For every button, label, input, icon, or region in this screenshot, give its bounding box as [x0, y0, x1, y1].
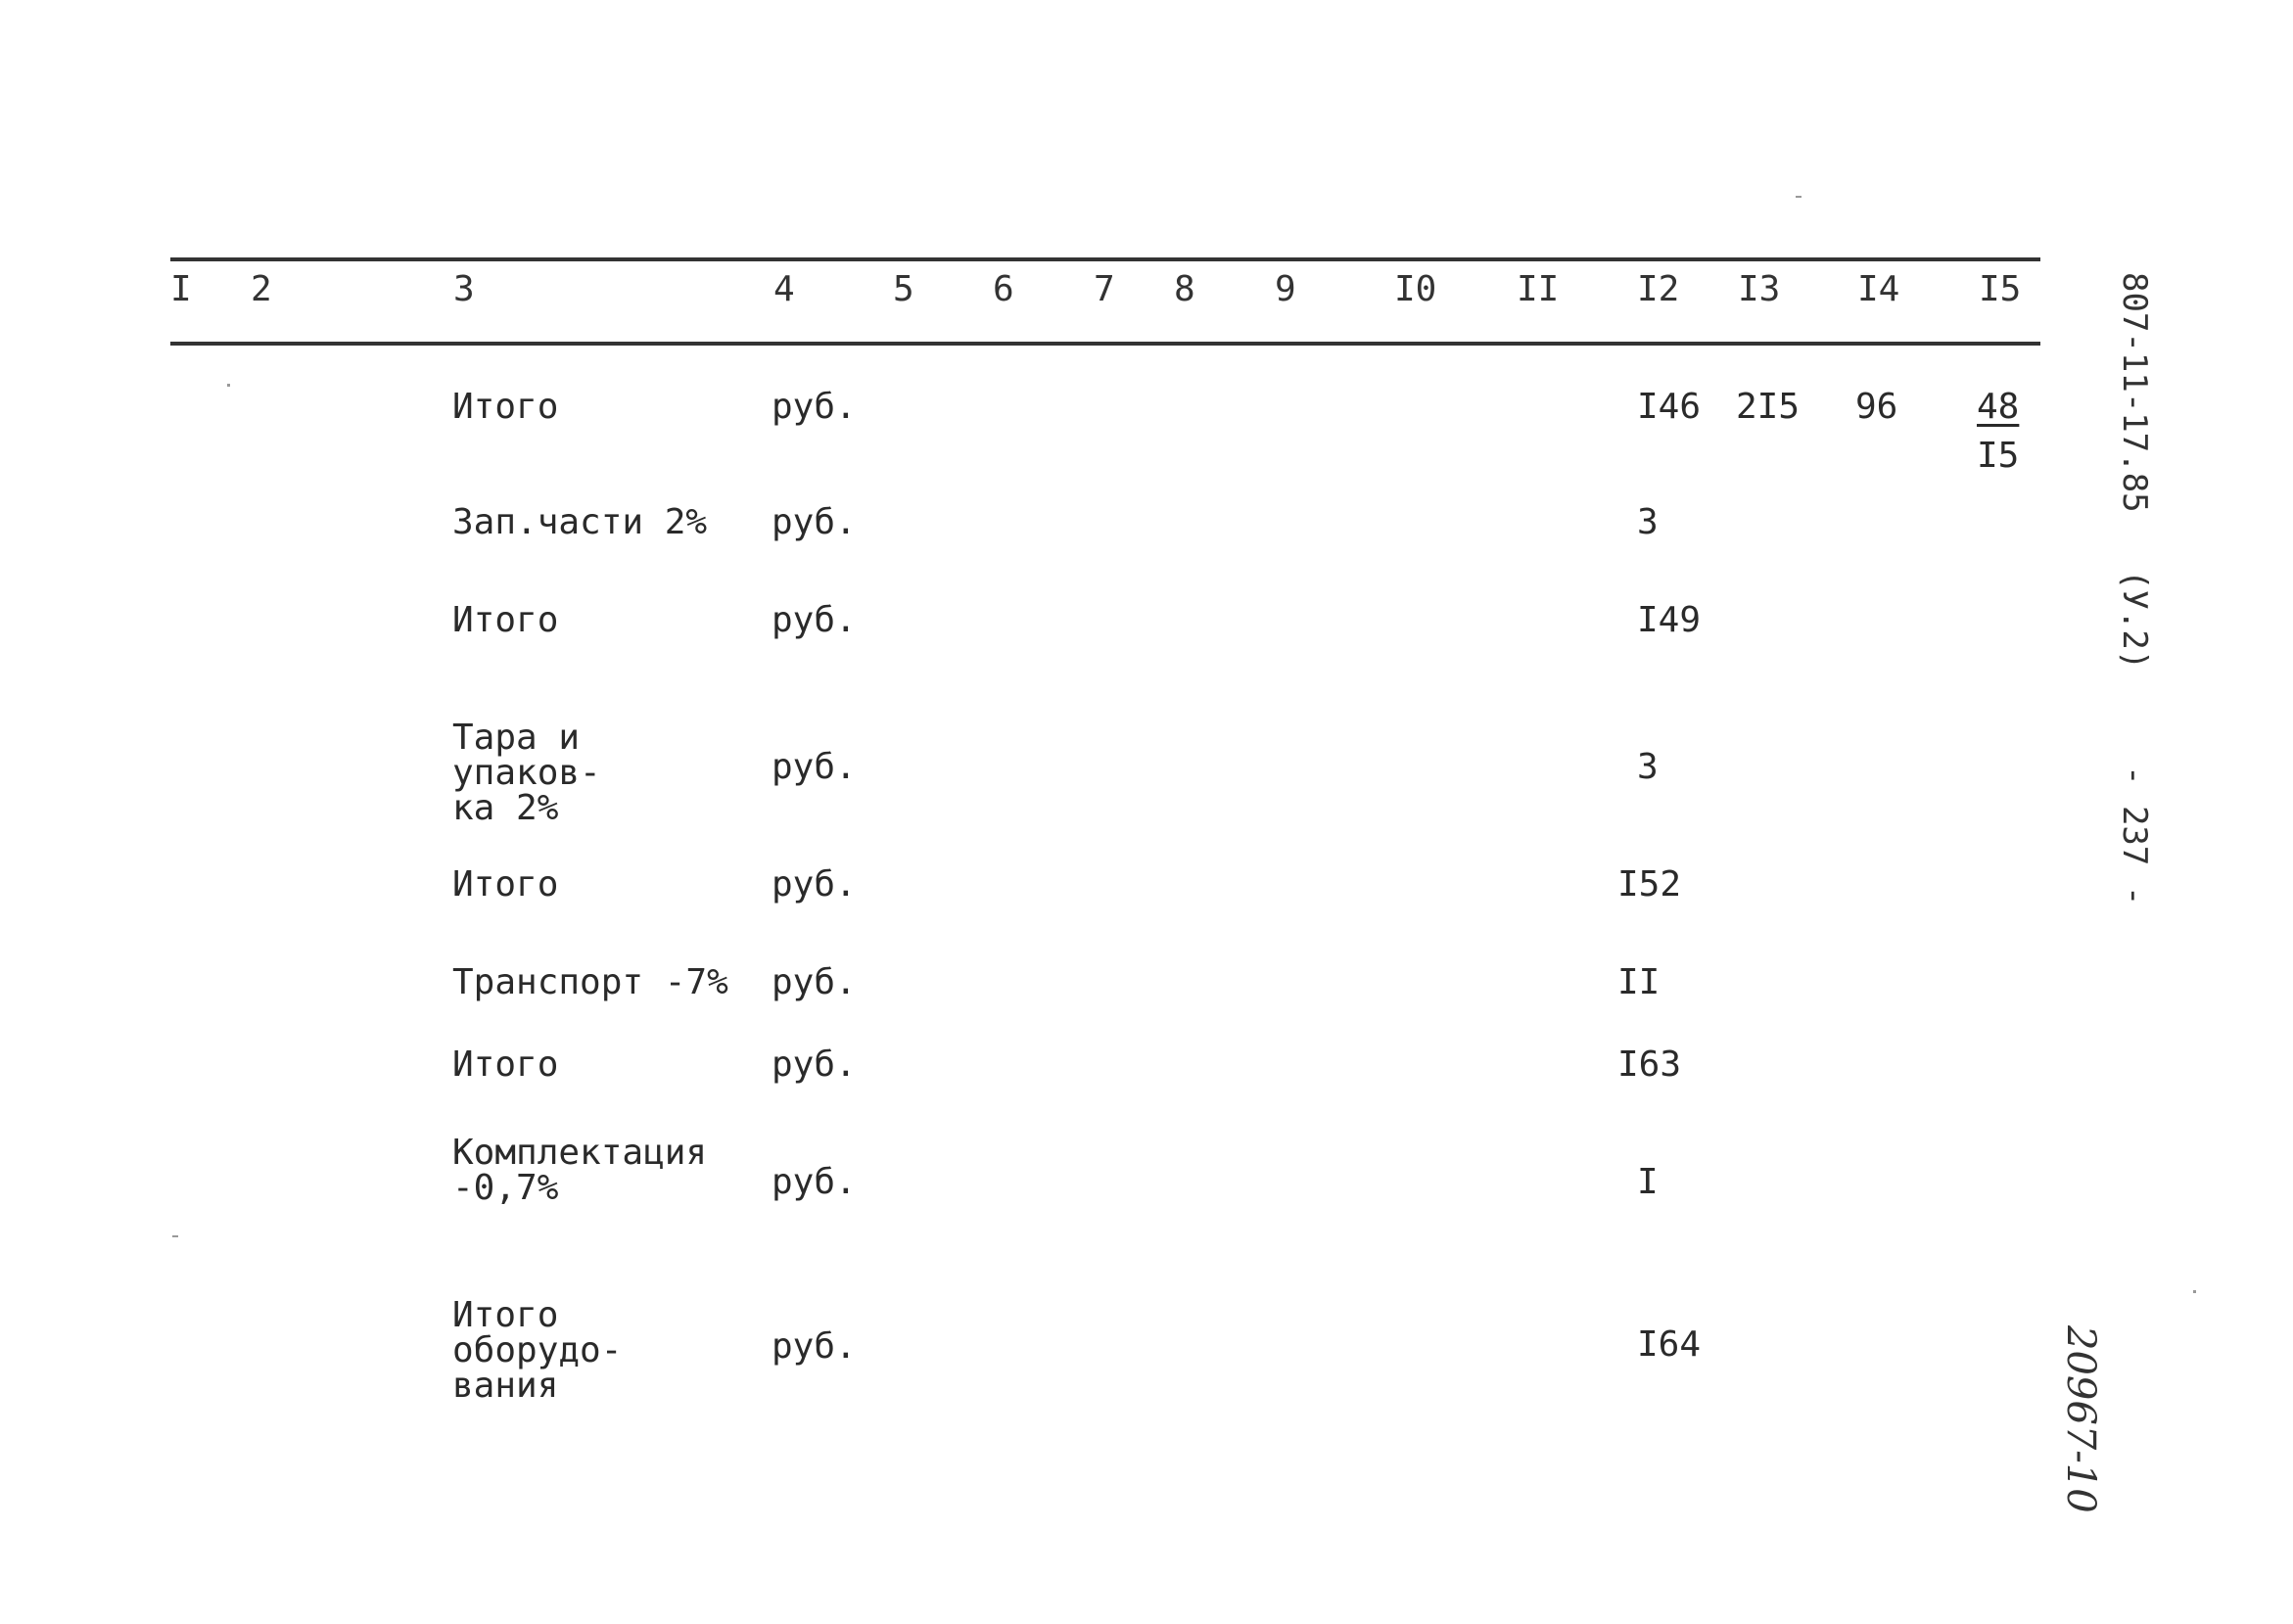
row-name-line: -0,7% — [452, 1168, 559, 1208]
row-col12-value: 3 — [1637, 747, 1659, 787]
column-header-5: 5 — [893, 269, 914, 309]
column-header-1: I — [170, 269, 192, 309]
scan-speck — [1796, 196, 1802, 198]
row-name-line: Итого оборудо- — [452, 1295, 623, 1370]
margin-archive-number: 20967-10 — [2058, 1325, 2103, 1513]
row-col12-value: 3 — [1637, 502, 1659, 542]
row-name-line: Комплектация — [452, 1133, 708, 1173]
row-unit: руб. — [772, 1326, 857, 1367]
row-name: Итого — [452, 1044, 559, 1085]
row-unit: руб. — [772, 1162, 857, 1202]
row-name-line: вания — [452, 1366, 559, 1406]
row-col12-value: I63 — [1617, 1044, 1682, 1085]
row-name: Итого — [452, 600, 559, 640]
row-name: Зап.части 2% — [452, 502, 708, 542]
row-col12-value: I52 — [1617, 864, 1682, 905]
column-header-6: 6 — [993, 269, 1014, 309]
row-unit: руб. — [772, 600, 857, 640]
scan-speck — [172, 1235, 178, 1237]
row-col12-value: II — [1617, 962, 1661, 1002]
row-name-line: Тара и упаков- — [452, 718, 601, 793]
row-name-line: ка 2% — [452, 788, 559, 828]
row-name — [452, 1295, 746, 1406]
row-name — [452, 1133, 746, 1208]
margin-volume: (У.2) — [2115, 570, 2154, 671]
row-col14-value: 96 — [1855, 387, 1898, 427]
fraction-denominator: I5 — [1977, 436, 2020, 476]
fraction-numerator: 48 — [1977, 387, 2020, 427]
row-col13-value: 2I5 — [1736, 387, 1801, 427]
row-unit: руб. — [772, 747, 857, 787]
row-unit: руб. — [772, 387, 857, 427]
column-header-3: 3 — [453, 269, 475, 309]
row-name — [452, 720, 746, 826]
column-header-15: I5 — [1979, 269, 2022, 309]
row-unit: руб. — [772, 1044, 857, 1085]
row-name: Транспорт -7% — [452, 962, 728, 1002]
margin-doc-code: 807-11-17.85 — [2115, 272, 2154, 513]
margin-page-number: - 237 - — [2115, 766, 2154, 906]
scan-speck — [2193, 1290, 2196, 1293]
column-header-8: 8 — [1174, 269, 1195, 309]
row-name: Итого — [452, 387, 559, 427]
table-top-rule — [170, 257, 2040, 261]
column-header-14: I4 — [1857, 269, 1900, 309]
row-unit: руб. — [772, 864, 857, 905]
row-unit: руб. — [772, 502, 857, 542]
column-header-9: 9 — [1275, 269, 1296, 309]
table-header-rule — [170, 342, 2040, 346]
row-col12-value: I49 — [1637, 600, 1702, 640]
row-col15-fraction — [1977, 387, 2020, 476]
column-header-10: I0 — [1394, 269, 1437, 309]
scan-speck — [227, 384, 230, 387]
row-col12-value: I — [1637, 1162, 1659, 1202]
row-name: Итого — [452, 864, 559, 905]
column-header-11: II — [1517, 269, 1560, 309]
row-col12-value: I46 — [1637, 387, 1702, 427]
column-header-2: 2 — [251, 269, 272, 309]
row-unit: руб. — [772, 962, 857, 1002]
column-header-13: I3 — [1738, 269, 1781, 309]
row-col12-value: I64 — [1637, 1324, 1702, 1365]
column-header-7: 7 — [1094, 269, 1115, 309]
column-header-12: I2 — [1637, 269, 1680, 309]
column-header-4: 4 — [773, 269, 795, 309]
